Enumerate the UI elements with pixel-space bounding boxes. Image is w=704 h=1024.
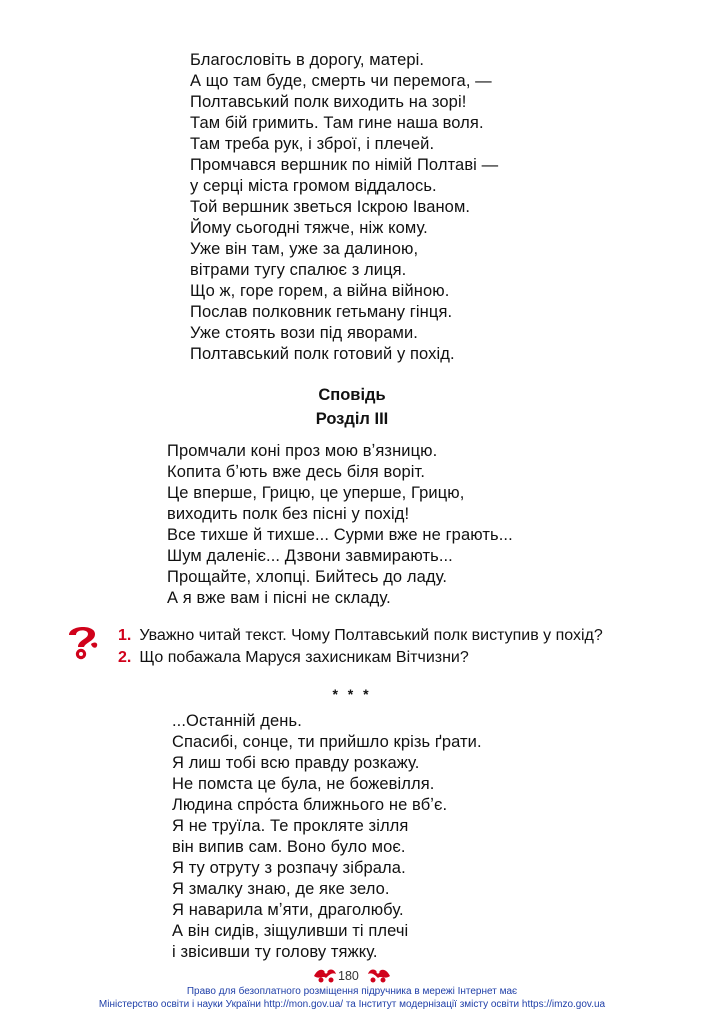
- question-number: 2.: [118, 649, 132, 666]
- poem-line: ...Останній день.: [172, 712, 302, 730]
- poem-line: А що там буде, смерть чи перемога, —: [190, 72, 492, 90]
- floral-ornament-icon: [366, 966, 392, 986]
- poem-line: Спасибі, сонце, ти прийшло крізь ґрати.: [172, 733, 482, 751]
- poem-line: Все тихше й тихше... Сурми вже не грають...: [167, 526, 513, 544]
- poem-line: він випив сам. Воно було моє.: [172, 838, 406, 856]
- question-mark-icon: [64, 622, 100, 660]
- poem-line: і звісивши ту голову тяжку.: [172, 943, 378, 961]
- copyright-line: Міністерство освіти і науки України http://mon.gov.ua/ та Інститут модернізації змісту освіти https://imzo.gov.ua: [98, 999, 606, 1010]
- poem-line: Людина спро́ста ближнього не вбʼє.: [172, 796, 448, 814]
- section-separator: * * *: [332, 686, 372, 702]
- poem-line: Послав полковник гетьману гінця.: [190, 303, 453, 321]
- poem-line: Благословіть в дорогу, матері.: [190, 51, 425, 69]
- poem-line: Йому сьогодні тяжче, ніж кому.: [190, 219, 428, 237]
- poem-line: Я наварила мʼяти, драголюбу.: [172, 901, 404, 919]
- poem-line: виходить полк без пісні у похід!: [167, 505, 410, 523]
- poem-line: А він сидів, зіщуливши ті плечі: [172, 922, 409, 940]
- poem-line: Не помста це була, не божевілля.: [172, 775, 435, 793]
- poem-line: Промчали коні проз мою вʼязницю.: [167, 442, 438, 460]
- floral-ornament-icon: [312, 966, 338, 986]
- poem-fragment-2: [167, 441, 513, 609]
- question-item: [118, 648, 469, 668]
- poem-line: Я змалку знаю, де яке зело.: [172, 880, 390, 898]
- poem-line: Той вершник зветься Іскрою Іваном.: [190, 198, 471, 216]
- poem-line: Я не труїла. Те прокляте зілля: [172, 817, 409, 835]
- poem-line: Там треба рук, і зброї, і плечей.: [190, 135, 435, 153]
- section-title: Сповідь: [318, 386, 386, 404]
- poem-line: Копита бʼють вже десь біля воріт.: [167, 463, 426, 481]
- poem-line: у серці міста громом віддалось.: [190, 177, 437, 195]
- section-subtitle: Розділ ІІІ: [315, 410, 389, 428]
- poem-line: Полтавський полк готовий у похід.: [190, 345, 455, 363]
- poem-fragment-3: [172, 711, 482, 963]
- copyright-line: Право для безоплатного розміщення підручника в мережі Інтернет має: [186, 986, 518, 997]
- poem-line: Шум даленіє... Дзвони завмирають...: [167, 547, 453, 565]
- poem-line: Що ж, горе горем, а війна війною.: [190, 282, 450, 300]
- poem-line: Промчався вершник по німій Полтаві —: [190, 156, 499, 174]
- question-number: 1.: [118, 627, 132, 644]
- question-text: Що побажала Маруся захисникам Вітчизни?: [139, 649, 469, 666]
- poem-line: вітрами тугу спалює з лиця.: [190, 261, 407, 279]
- poem-line: Полтавський полк виходить на зорі!: [190, 93, 467, 111]
- question-item: [118, 626, 603, 646]
- question-text: Уважно читай текст. Чому Полтавський полк виступив у похід?: [139, 627, 603, 644]
- poem-line: Уже стоять вози під яворами.: [190, 324, 418, 342]
- page-number: 180: [338, 969, 359, 983]
- poem-line: Прощайте, хлопці. Бийтесь до ладу.: [167, 568, 448, 586]
- poem-line: А я вже вам і пісні не складу.: [167, 589, 391, 607]
- poem-fragment-1: [190, 50, 498, 365]
- poem-line: Це вперше, Грицю, це уперше, Грицю,: [167, 484, 465, 502]
- poem-line: Уже він там, уже за далиною,: [190, 240, 419, 258]
- poem-line: Там бій гримить. Там гине наша воля.: [190, 114, 484, 132]
- poem-line: Я ту отруту з розпачу зібрала.: [172, 859, 406, 877]
- poem-line: Я лиш тобі всю правду розкажу.: [172, 754, 420, 772]
